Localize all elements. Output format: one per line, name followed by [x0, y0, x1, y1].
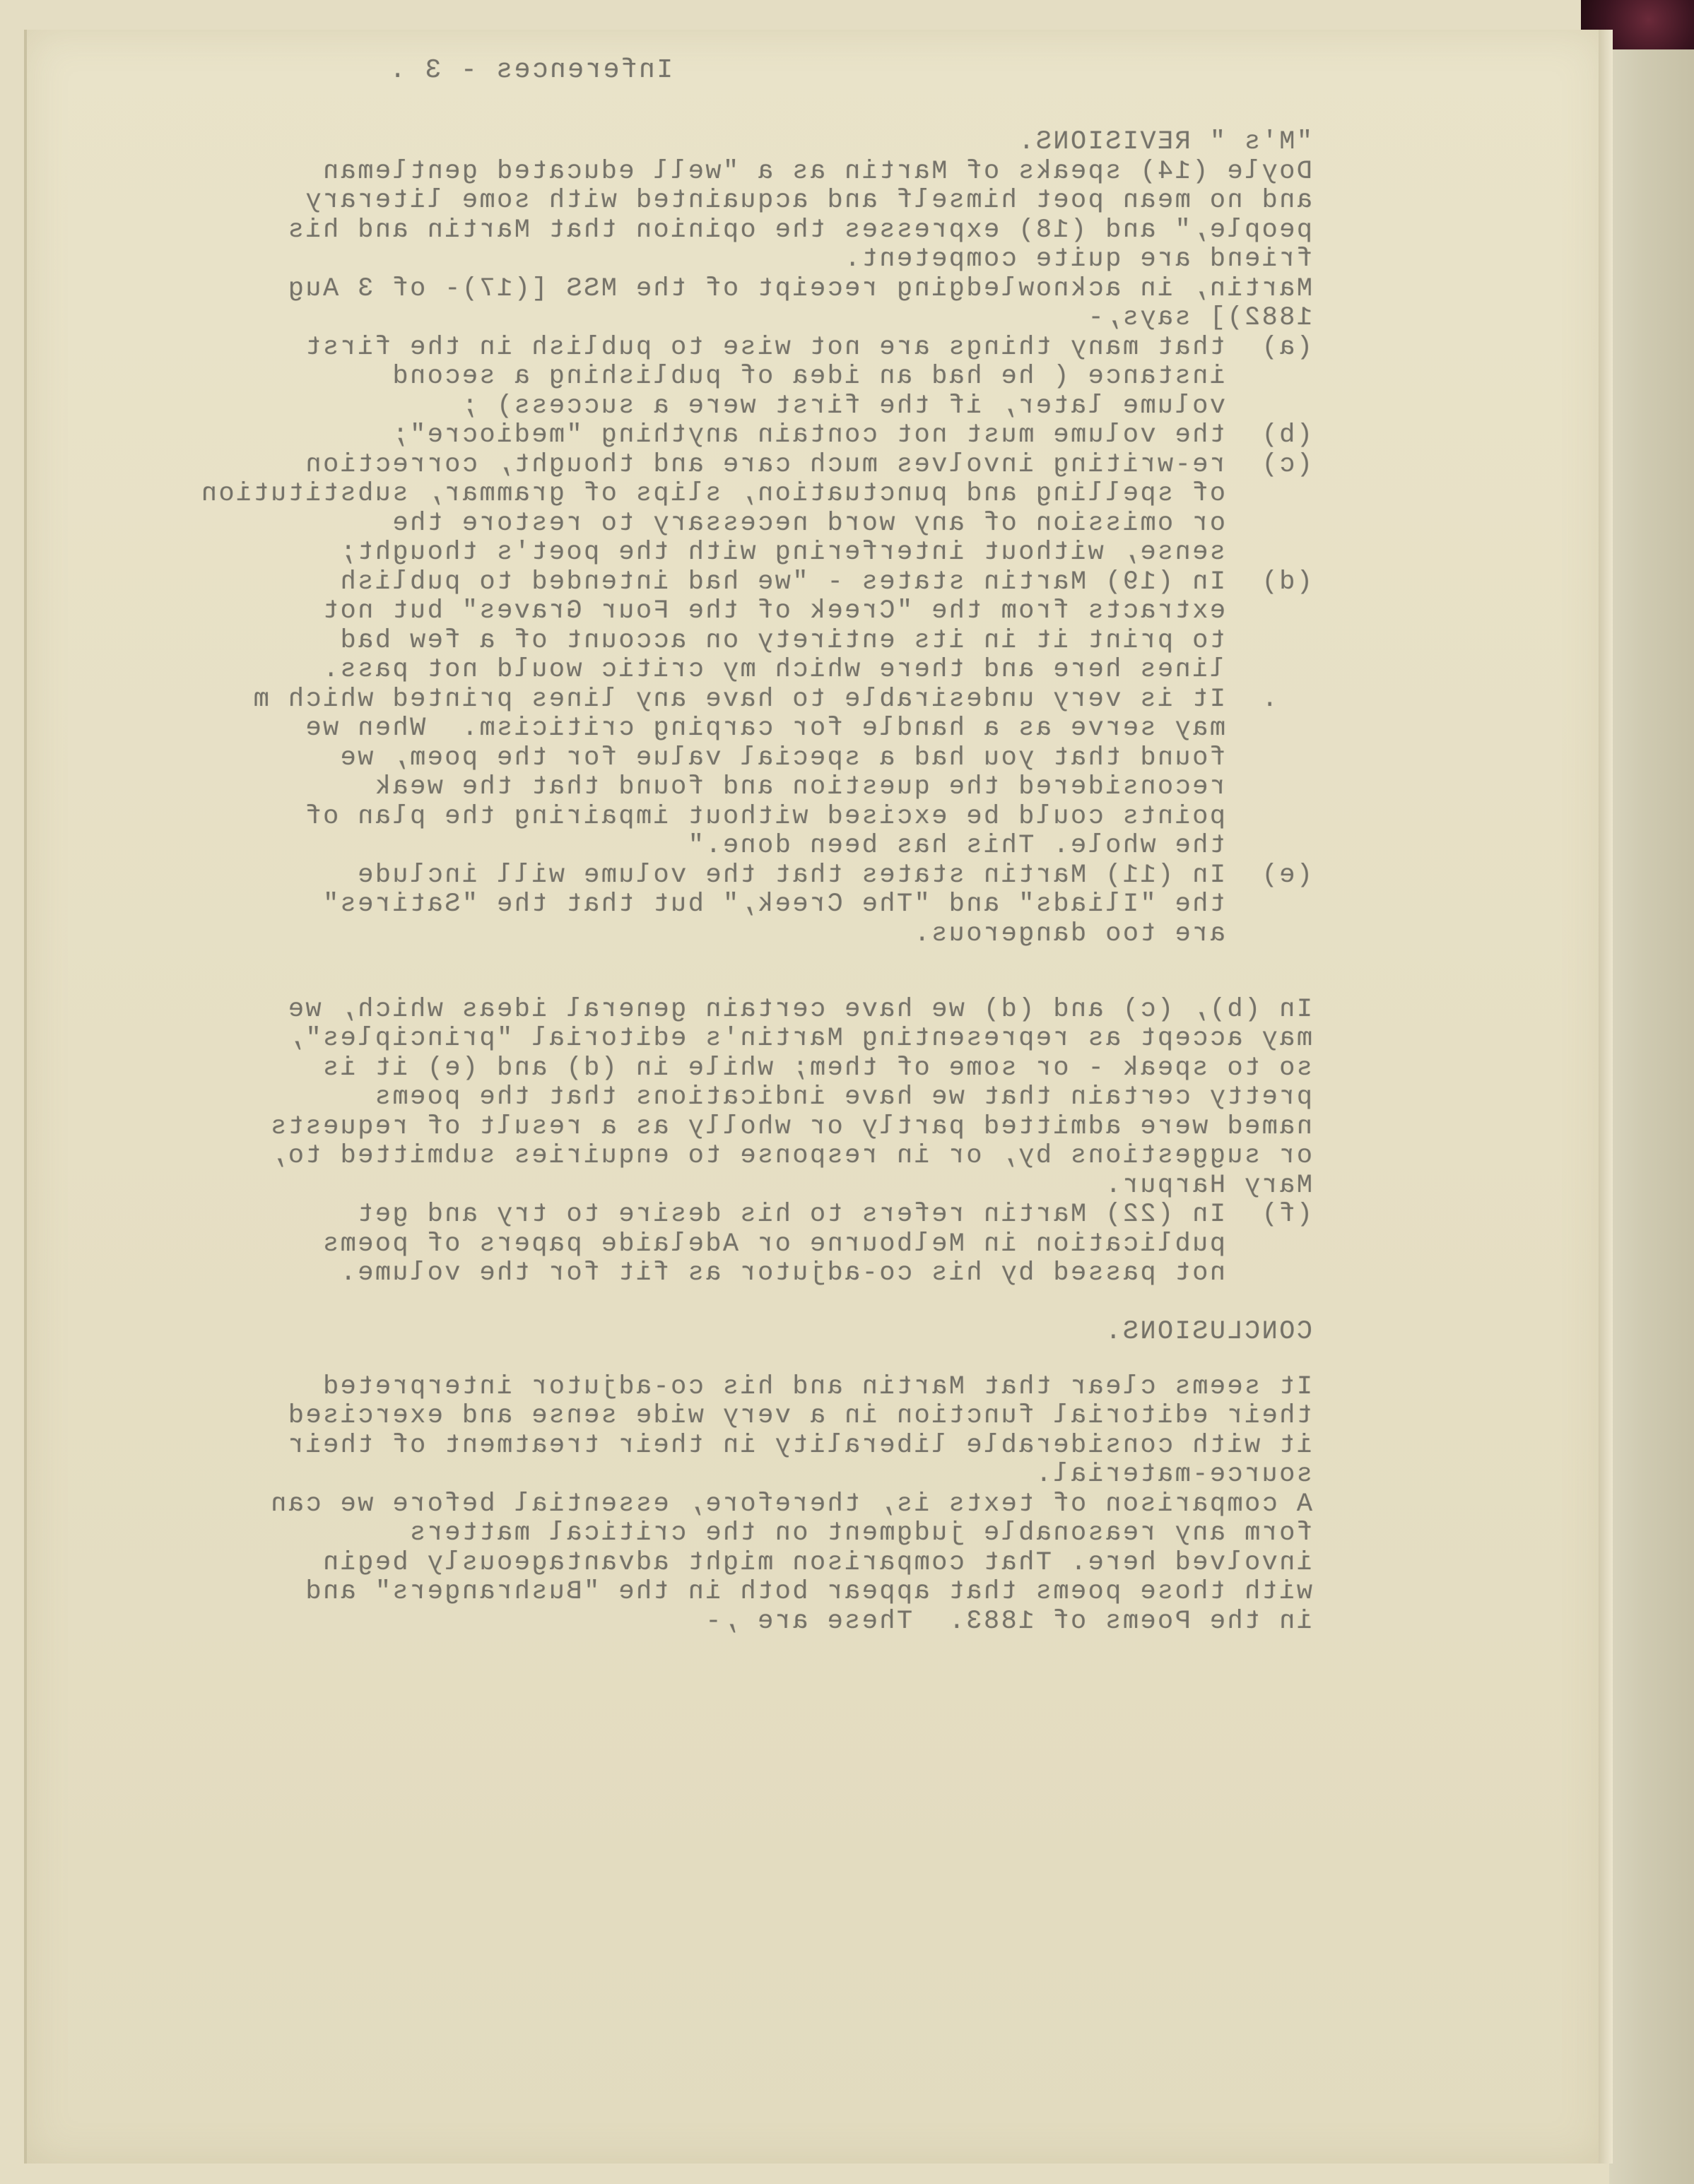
document-line: 1882)] says,-: [1086, 303, 1312, 333]
document-line: instance ( he had an idea of publishing a second: [391, 362, 1312, 391]
document-line: may accept as representing Martin's editorial "principles",: [286, 1024, 1312, 1053]
document-line: Doyle (14) speaks of Martin as a "well educated gentleman: [321, 156, 1312, 187]
document-line: (d) In (19) Martin states - "we had intended to publish: [339, 567, 1312, 597]
document-line: (a) that many things are not wise to publish in the first: [303, 332, 1312, 362]
page-header: Inferences - 3 .: [387, 55, 673, 85]
document-line: with those poems that appear both in the "Bushrangers" and: [303, 1577, 1312, 1607]
document-line: are too dangerous.: [912, 919, 1312, 949]
document-line: In (b), (c) and (d) we have certain general ideas which, we: [286, 994, 1312, 1025]
document-line: sense, without interfering with the poet's thought;: [339, 538, 1312, 567]
document-line: in the Poems of 1883. These are ,-: [703, 1606, 1312, 1636]
document-line: . It is very undesirable to have any lines printed which m: [252, 684, 1312, 714]
document-line: CONCLUSIONS.: [1103, 1317, 1312, 1347]
document-line: to print it in its entirety on account of a few bad: [339, 625, 1312, 656]
document-line: named were admitted partly or wholly as a result of requests: [269, 1111, 1312, 1142]
document-line: of spelling and punctuation, slips of grammar, substitution: [199, 479, 1312, 509]
document-line: volume later, if the first were a success) ;: [460, 391, 1312, 421]
document-line: extracts from the "Creek of the Four Graves" but not: [321, 596, 1312, 626]
document-line: the whole. This has been done.": [686, 831, 1312, 861]
document-line: so to speak - or some of them; while in (d) and (e) it is: [321, 1053, 1312, 1083]
document-line: and no mean poet himself and acquainted with some literary: [303, 186, 1312, 216]
document-line: the "Iliads" and "The Creek," but that the "Satires": [321, 890, 1312, 919]
document-line: it with considerable liberality in their treatment of their: [286, 1430, 1312, 1460]
document-line: form any reasonable judgment on the critical matters: [408, 1518, 1312, 1548]
document-line: (b) the volume must not contain anything "mediocre";: [391, 420, 1312, 450]
document-line: pretty certain that we have indications that the poems: [373, 1082, 1312, 1112]
document-line: Martin, in acknowledging receipt of the MSS [(17)- of 3 Aug: [286, 273, 1312, 304]
document-line: involved here. That comparison might advantageously begin: [321, 1547, 1312, 1578]
document-line: (c) re-writing involves much care and thought, correction: [303, 449, 1312, 480]
document-line: or suggestions by, or in response to enquiries submitted to,: [269, 1141, 1312, 1171]
document-line: Mary Harpur.: [1103, 1170, 1312, 1200]
document-line: reconsidered the question and found that the weak: [373, 772, 1312, 802]
document-line: lines here and there which my critic would not pass.: [321, 655, 1312, 685]
document-line: It seems clear that Martin and his co-adjutor interpreted: [321, 1371, 1312, 1402]
document-line: may serve as a handle for carping criticism. When we: [303, 714, 1312, 743]
document-line: "M's " REVISIONS.: [1016, 127, 1312, 157]
document-line: or omission of any word necessary to restore the: [391, 508, 1312, 538]
document-line: (f) In (22) Martin refers to his desire to try and get: [355, 1200, 1312, 1229]
document-line: people," and (18) expresses the opinion that Martin and his: [286, 215, 1312, 245]
document-line: not passed by his co-adjutor as fit for the volume.: [339, 1258, 1312, 1288]
document-line: friend are quite competent.: [842, 244, 1312, 274]
document-line: (e) In (11) Martin states that the volume will include: [355, 860, 1312, 890]
document-line: found that you had a special value for the poem, we: [339, 743, 1312, 773]
document-line: A comparison of texts is, therefore, essential before we can: [269, 1489, 1312, 1519]
document-line: points could be excised without impairing the plan of: [303, 801, 1312, 832]
document-line: publication in Melbourne or Adelaide papers of poems: [321, 1229, 1312, 1259]
document-line: source-material.: [1034, 1460, 1312, 1489]
document-line: their editorial function in a very wide sense and exercised: [286, 1401, 1312, 1431]
